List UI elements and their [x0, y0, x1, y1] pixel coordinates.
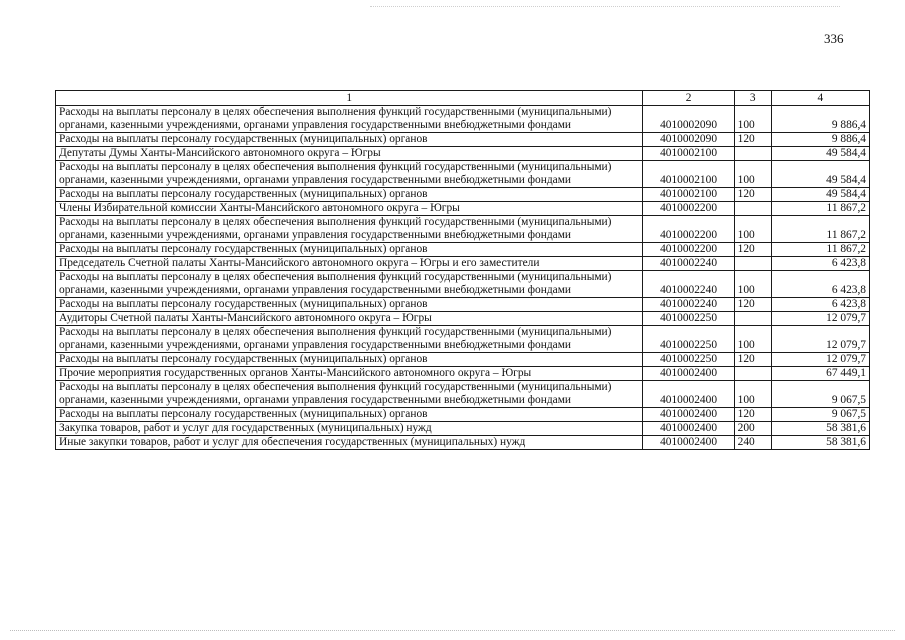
cell-sum: 9 067,5 [771, 381, 869, 408]
cell-type: 100 [734, 216, 771, 243]
page-number: 336 [824, 31, 844, 46]
cell-name: Расходы на выплаты персоналу государственных (муниципальных) органов [56, 408, 643, 422]
table-row [56, 326, 870, 353]
budget-table [55, 90, 870, 450]
cell-sum: 6 423,8 [771, 298, 869, 312]
cell-name: Расходы на выплаты персоналу в целях обеспечения выполнения функций государственными (муниципальными) органами, казенными учреждениями, органами управления государственными внебюджетными фондами [56, 161, 643, 188]
cell-sum: 9 886,4 [771, 106, 869, 133]
cell-name: Расходы на выплаты персоналу в целях обеспечения выполнения функций государственными (муниципальными) органами, казенными учреждениями, органами управления государственными внебюджетными фондами [56, 381, 643, 408]
cell-type: 100 [734, 381, 771, 408]
cell-name: Расходы на выплаты персоналу государственных (муниципальных) органов [56, 298, 643, 312]
cell-sum: 6 423,8 [771, 257, 869, 271]
table-row [56, 367, 870, 381]
cell-code: 4010002240 [643, 257, 734, 271]
cell-code: 4010002400 [643, 436, 734, 450]
cell-type: 120 [734, 133, 771, 147]
table-row [56, 422, 870, 436]
cell-code: 4010002250 [643, 353, 734, 367]
cell-type [734, 202, 771, 216]
cell-type: 200 [734, 422, 771, 436]
cell-sum: 58 381,6 [771, 436, 869, 450]
cell-code: 4010002200 [643, 243, 734, 257]
cell-type: 100 [734, 326, 771, 353]
scan-artifact-bottom [10, 630, 895, 632]
cell-name: Иные закупки товаров, работ и услуг для обеспечения государственных (муниципальных) нужд [56, 436, 643, 450]
cell-type: 100 [734, 106, 771, 133]
cell-sum: 49 584,4 [771, 188, 869, 202]
table-row [56, 353, 870, 367]
cell-sum: 49 584,4 [771, 147, 869, 161]
cell-sum: 6 423,8 [771, 271, 869, 298]
cell-name: Депутаты Думы Ханты-Мансийского автономного округа – Югры [56, 147, 643, 161]
cell-code: 4010002240 [643, 298, 734, 312]
cell-name: Расходы на выплаты персоналу в целях обеспечения выполнения функций государственными (муниципальными) органами, казенными учреждениями, органами управления государственными внебюджетными фондами [56, 326, 643, 353]
cell-name: Расходы на выплаты персоналу государственных (муниципальных) органов [56, 133, 643, 147]
cell-name: Закупка товаров, работ и услуг для государственных (муниципальных) нужд [56, 422, 643, 436]
cell-sum: 12 079,7 [771, 326, 869, 353]
cell-name: Расходы на выплаты персоналу в целях обеспечения выполнения функций государственными (муниципальными) органами, казенными учреждениями, органами управления государственными внебюджетными фондами [56, 106, 643, 133]
table-row [56, 147, 870, 161]
cell-sum: 49 584,4 [771, 161, 869, 188]
cell-sum: 11 867,2 [771, 243, 869, 257]
cell-type: 120 [734, 188, 771, 202]
cell-code: 4010002100 [643, 161, 734, 188]
cell-name: Расходы на выплаты персоналу государственных (муниципальных) органов [56, 353, 643, 367]
cell-type [734, 147, 771, 161]
cell-name: Расходы на выплаты персоналу государственных (муниципальных) органов [56, 243, 643, 257]
header-col-4: 4 [771, 91, 869, 106]
cell-type: 120 [734, 408, 771, 422]
cell-code: 4010002400 [643, 367, 734, 381]
cell-code: 4010002200 [643, 216, 734, 243]
cell-code: 4010002250 [643, 312, 734, 326]
cell-type: 120 [734, 298, 771, 312]
table-body [56, 106, 870, 450]
header-col-1: 1 [56, 91, 643, 106]
cell-name: Прочие мероприятия государственных органов Ханты-Мансийского автономного округа – Югры [56, 367, 643, 381]
cell-code: 4010002400 [643, 408, 734, 422]
cell-sum: 12 079,7 [771, 353, 869, 367]
table-row [56, 257, 870, 271]
cell-sum: 11 867,2 [771, 202, 869, 216]
cell-name: Председатель Счетной палаты Ханты-Мансийского автономного округа – Югры и его заместители [56, 257, 643, 271]
table-row [56, 216, 870, 243]
cell-name: Члены Избирательной комиссии Ханты-Мансийского автономного округа – Югры [56, 202, 643, 216]
table-row [56, 271, 870, 298]
cell-code: 4010002400 [643, 422, 734, 436]
cell-type: 120 [734, 243, 771, 257]
cell-sum: 67 449,1 [771, 367, 869, 381]
cell-sum: 58 381,6 [771, 422, 869, 436]
cell-type: 100 [734, 161, 771, 188]
cell-type [734, 312, 771, 326]
cell-code: 4010002100 [643, 147, 734, 161]
cell-type: 120 [734, 353, 771, 367]
table-row [56, 106, 870, 133]
cell-code: 4010002240 [643, 271, 734, 298]
table-row [56, 188, 870, 202]
table-row [56, 436, 870, 450]
cell-code: 4010002200 [643, 202, 734, 216]
cell-code: 4010002100 [643, 188, 734, 202]
cell-type [734, 257, 771, 271]
header-col-2: 2 [643, 91, 734, 106]
cell-code: 4010002250 [643, 326, 734, 353]
cell-sum: 9 886,4 [771, 133, 869, 147]
cell-sum: 9 067,5 [771, 408, 869, 422]
cell-type [734, 367, 771, 381]
cell-type: 240 [734, 436, 771, 450]
cell-code: 4010002400 [643, 381, 734, 408]
cell-name: Расходы на выплаты персоналу в целях обеспечения выполнения функций государственными (муниципальными) органами, казенными учреждениями, органами управления государственными внебюджетными фондами [56, 216, 643, 243]
table-row [56, 243, 870, 257]
cell-code: 4010002090 [643, 133, 734, 147]
header-col-3: 3 [734, 91, 771, 106]
table-row [56, 133, 870, 147]
table-row [56, 381, 870, 408]
table-row [56, 312, 870, 326]
cell-code: 4010002090 [643, 106, 734, 133]
table-row [56, 408, 870, 422]
table-header-row [56, 91, 870, 106]
scan-artifact-top [370, 6, 840, 8]
cell-sum: 11 867,2 [771, 216, 869, 243]
cell-name: Расходы на выплаты персоналу государственных (муниципальных) органов [56, 188, 643, 202]
cell-sum: 12 079,7 [771, 312, 869, 326]
table-row [56, 161, 870, 188]
table-row [56, 202, 870, 216]
table-row [56, 298, 870, 312]
cell-type: 100 [734, 271, 771, 298]
cell-name: Аудиторы Счетной палаты Ханты-Мансийского автономного округа – Югры [56, 312, 643, 326]
cell-name: Расходы на выплаты персоналу в целях обеспечения выполнения функций государственными (муниципальными) органами, казенными учреждениями, органами управления государственными внебюджетными фондами [56, 271, 643, 298]
